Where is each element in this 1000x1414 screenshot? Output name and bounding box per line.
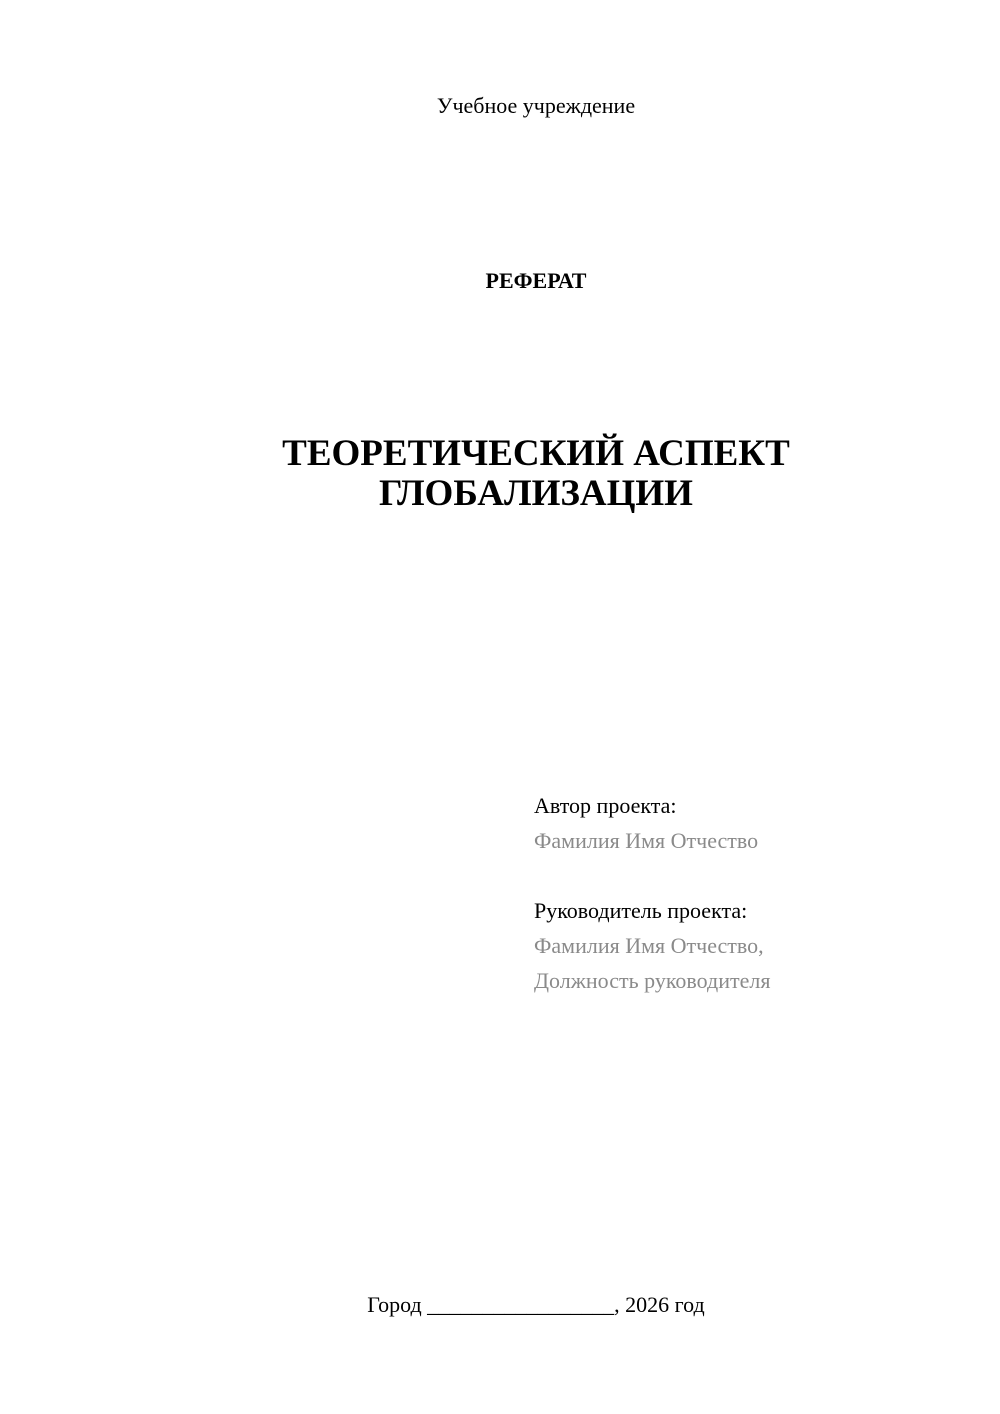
author-label: Автор проекта: bbox=[534, 793, 677, 818]
supervisor-label: Руководитель проекта: bbox=[534, 898, 748, 923]
title-line-2: ГЛОБАЛИЗАЦИИ bbox=[379, 473, 693, 514]
city-year-line: Город _________________, 2026 год bbox=[367, 1292, 705, 1317]
document-type: РЕФЕРАТ bbox=[485, 268, 587, 293]
project-info-block bbox=[534, 788, 974, 998]
author-name: Фамилия Имя Отчество bbox=[534, 828, 759, 853]
supervisor-name: Фамилия Имя Отчество, bbox=[534, 933, 764, 958]
institution-name: Учебное учреждение bbox=[436, 93, 636, 118]
title-line-1: ТЕОРЕТИЧЕСКИЙ АСПЕКТ bbox=[282, 433, 790, 474]
document-title bbox=[0, 434, 1000, 514]
supervisor-position: Должность руководителя bbox=[534, 968, 771, 993]
info-spacer bbox=[534, 858, 974, 893]
